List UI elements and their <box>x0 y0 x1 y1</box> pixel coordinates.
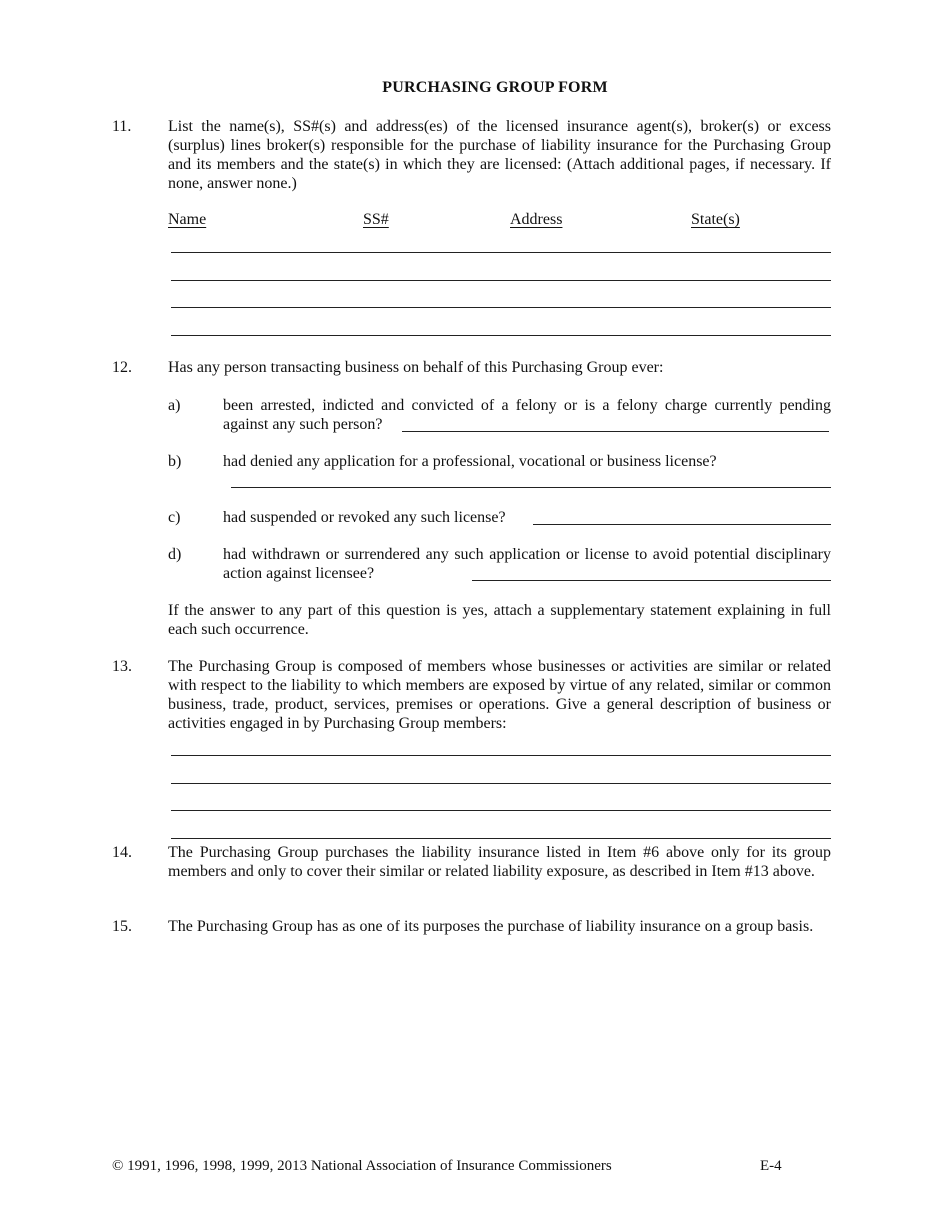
q12a-text: been arrested, indicted and convicted of a felony or is a felony charge currently pending against any such person? <box>223 397 831 433</box>
q14-text: The Purchasing Group purchases the liability insurance listed in Item #6 above only for its group members and only to cover their similar or related liability exposure, as described in Item #13 above. <box>168 844 831 880</box>
q12d-letter: d) <box>168 546 182 563</box>
q12-note: If the answer to any part of this question is yes, attach a supplementary statement explaining in full each such occurrence. <box>168 602 831 638</box>
q12d-answer-line[interactable] <box>472 580 831 581</box>
q12-text: Has any person transacting business on behalf of this Purchasing Group ever: <box>168 359 664 376</box>
footer-page-number: E-4 <box>760 1158 782 1174</box>
column-header-ssn: SS# <box>363 211 389 228</box>
q13-number: 13. <box>112 658 132 675</box>
q13-answer-line-1[interactable] <box>171 755 831 756</box>
q12c-letter: c) <box>168 509 181 526</box>
q13-answer-line-4[interactable] <box>171 838 831 839</box>
q13-text: The Purchasing Group is composed of members whose businesses or activities are similar or related with respect to the liability to which members are exposed by virtue of any related, similar or common business, trade, product, services, premises or operations. Give a general description of business or activities engaged in by Purchasing Group members: <box>168 658 831 732</box>
column-header-states: State(s) <box>691 211 740 228</box>
q13-answer-line-3[interactable] <box>171 810 831 811</box>
q14-number: 14. <box>112 844 132 861</box>
q11-text: List the name(s), SS#(s) and address(es) of the licensed insurance agent(s), broker(s) or excess (surplus) lines broker(s) responsible for the purchase of liability insurance for the Purchasing Group and its members and the state(s) in which they are licensed: (Attach additional pages, if necessary. If none, answer none.) <box>168 118 831 192</box>
q12b-answer-line[interactable] <box>231 487 831 488</box>
q12c-text: had suspended or revoked any such license? <box>223 509 506 526</box>
q11-answer-line-4[interactable] <box>171 335 831 336</box>
q15-number: 15. <box>112 918 132 935</box>
q11-answer-line-3[interactable] <box>171 307 831 308</box>
column-header-name: Name <box>168 211 207 228</box>
q12a-letter: a) <box>168 397 181 414</box>
page-title: PURCHASING GROUP FORM <box>382 79 608 96</box>
column-header-address: Address <box>510 211 563 228</box>
q11-answer-line-2[interactable] <box>171 280 831 281</box>
q12d-text: had withdrawn or surrendered any such application or license to avoid potential disciplinary action against licensee? <box>223 546 831 582</box>
footer-copyright: © 1991, 1996, 1998, 1999, 2013 National Association of Insurance Commissioners <box>112 1158 612 1174</box>
q15-text: The Purchasing Group has as one of its purposes the purchase of liability insurance on a group basis. <box>168 918 814 935</box>
q12a-answer-line[interactable] <box>402 431 829 432</box>
q13-answer-line-2[interactable] <box>171 783 831 784</box>
q11-number: 11. <box>112 118 132 135</box>
q12-number: 12. <box>112 359 132 376</box>
q12b-letter: b) <box>168 453 182 470</box>
q12b-text: had denied any application for a professional, vocational or business license? <box>223 453 717 470</box>
q11-answer-line-1[interactable] <box>171 252 831 253</box>
q12c-answer-line[interactable] <box>533 524 831 525</box>
